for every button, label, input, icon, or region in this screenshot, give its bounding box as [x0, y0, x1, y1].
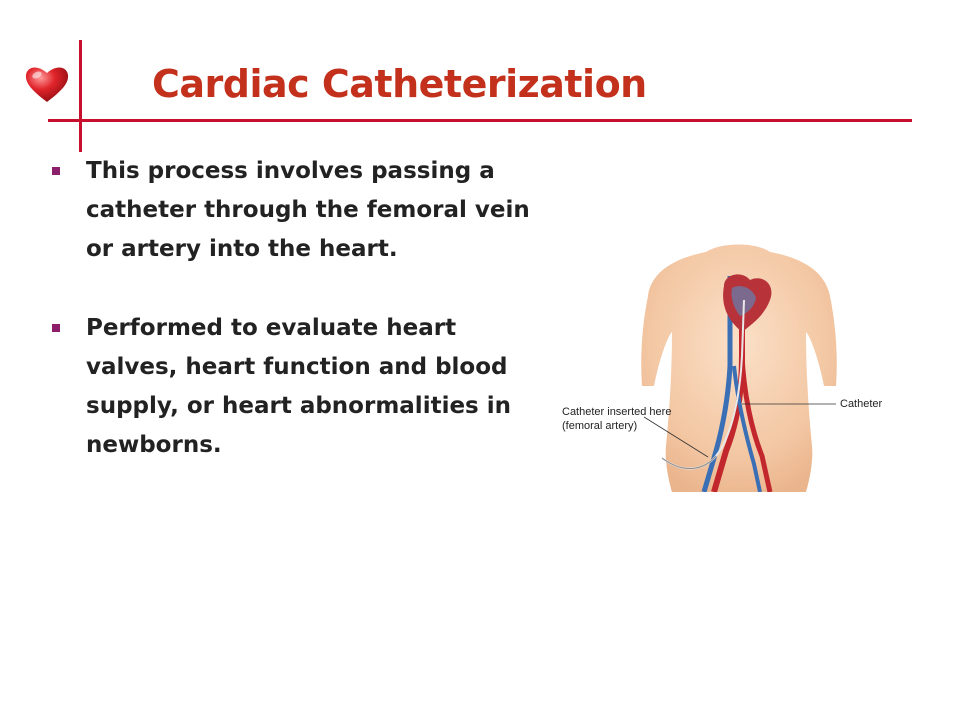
figure-label-insertion: Catheter inserted here — [562, 406, 672, 418]
catheter-illustration — [556, 236, 902, 492]
bullet-text: Performed to evaluate heart valves, heart function and blood supply, or heart abnormalities in newborns. — [86, 315, 512, 458]
accent-vertical-rule — [79, 40, 82, 152]
accent-horizontal-rule — [48, 119, 912, 122]
slide-title: Cardiac Catheterization — [152, 62, 647, 106]
figure-label-femoral-artery: (femoral artery) — [562, 420, 638, 432]
bullet-item — [48, 309, 548, 465]
bullet-marker — [52, 324, 60, 332]
bullet-item — [48, 152, 548, 269]
heart-icon — [24, 64, 70, 104]
bullet-marker — [52, 167, 60, 175]
bullet-list — [48, 152, 548, 505]
bullet-text: This process involves passing a catheter through the femoral vein or artery into the heart. — [86, 158, 530, 262]
torso-illustration — [556, 236, 902, 492]
figure-label-catheter: Catheter — [840, 398, 883, 410]
